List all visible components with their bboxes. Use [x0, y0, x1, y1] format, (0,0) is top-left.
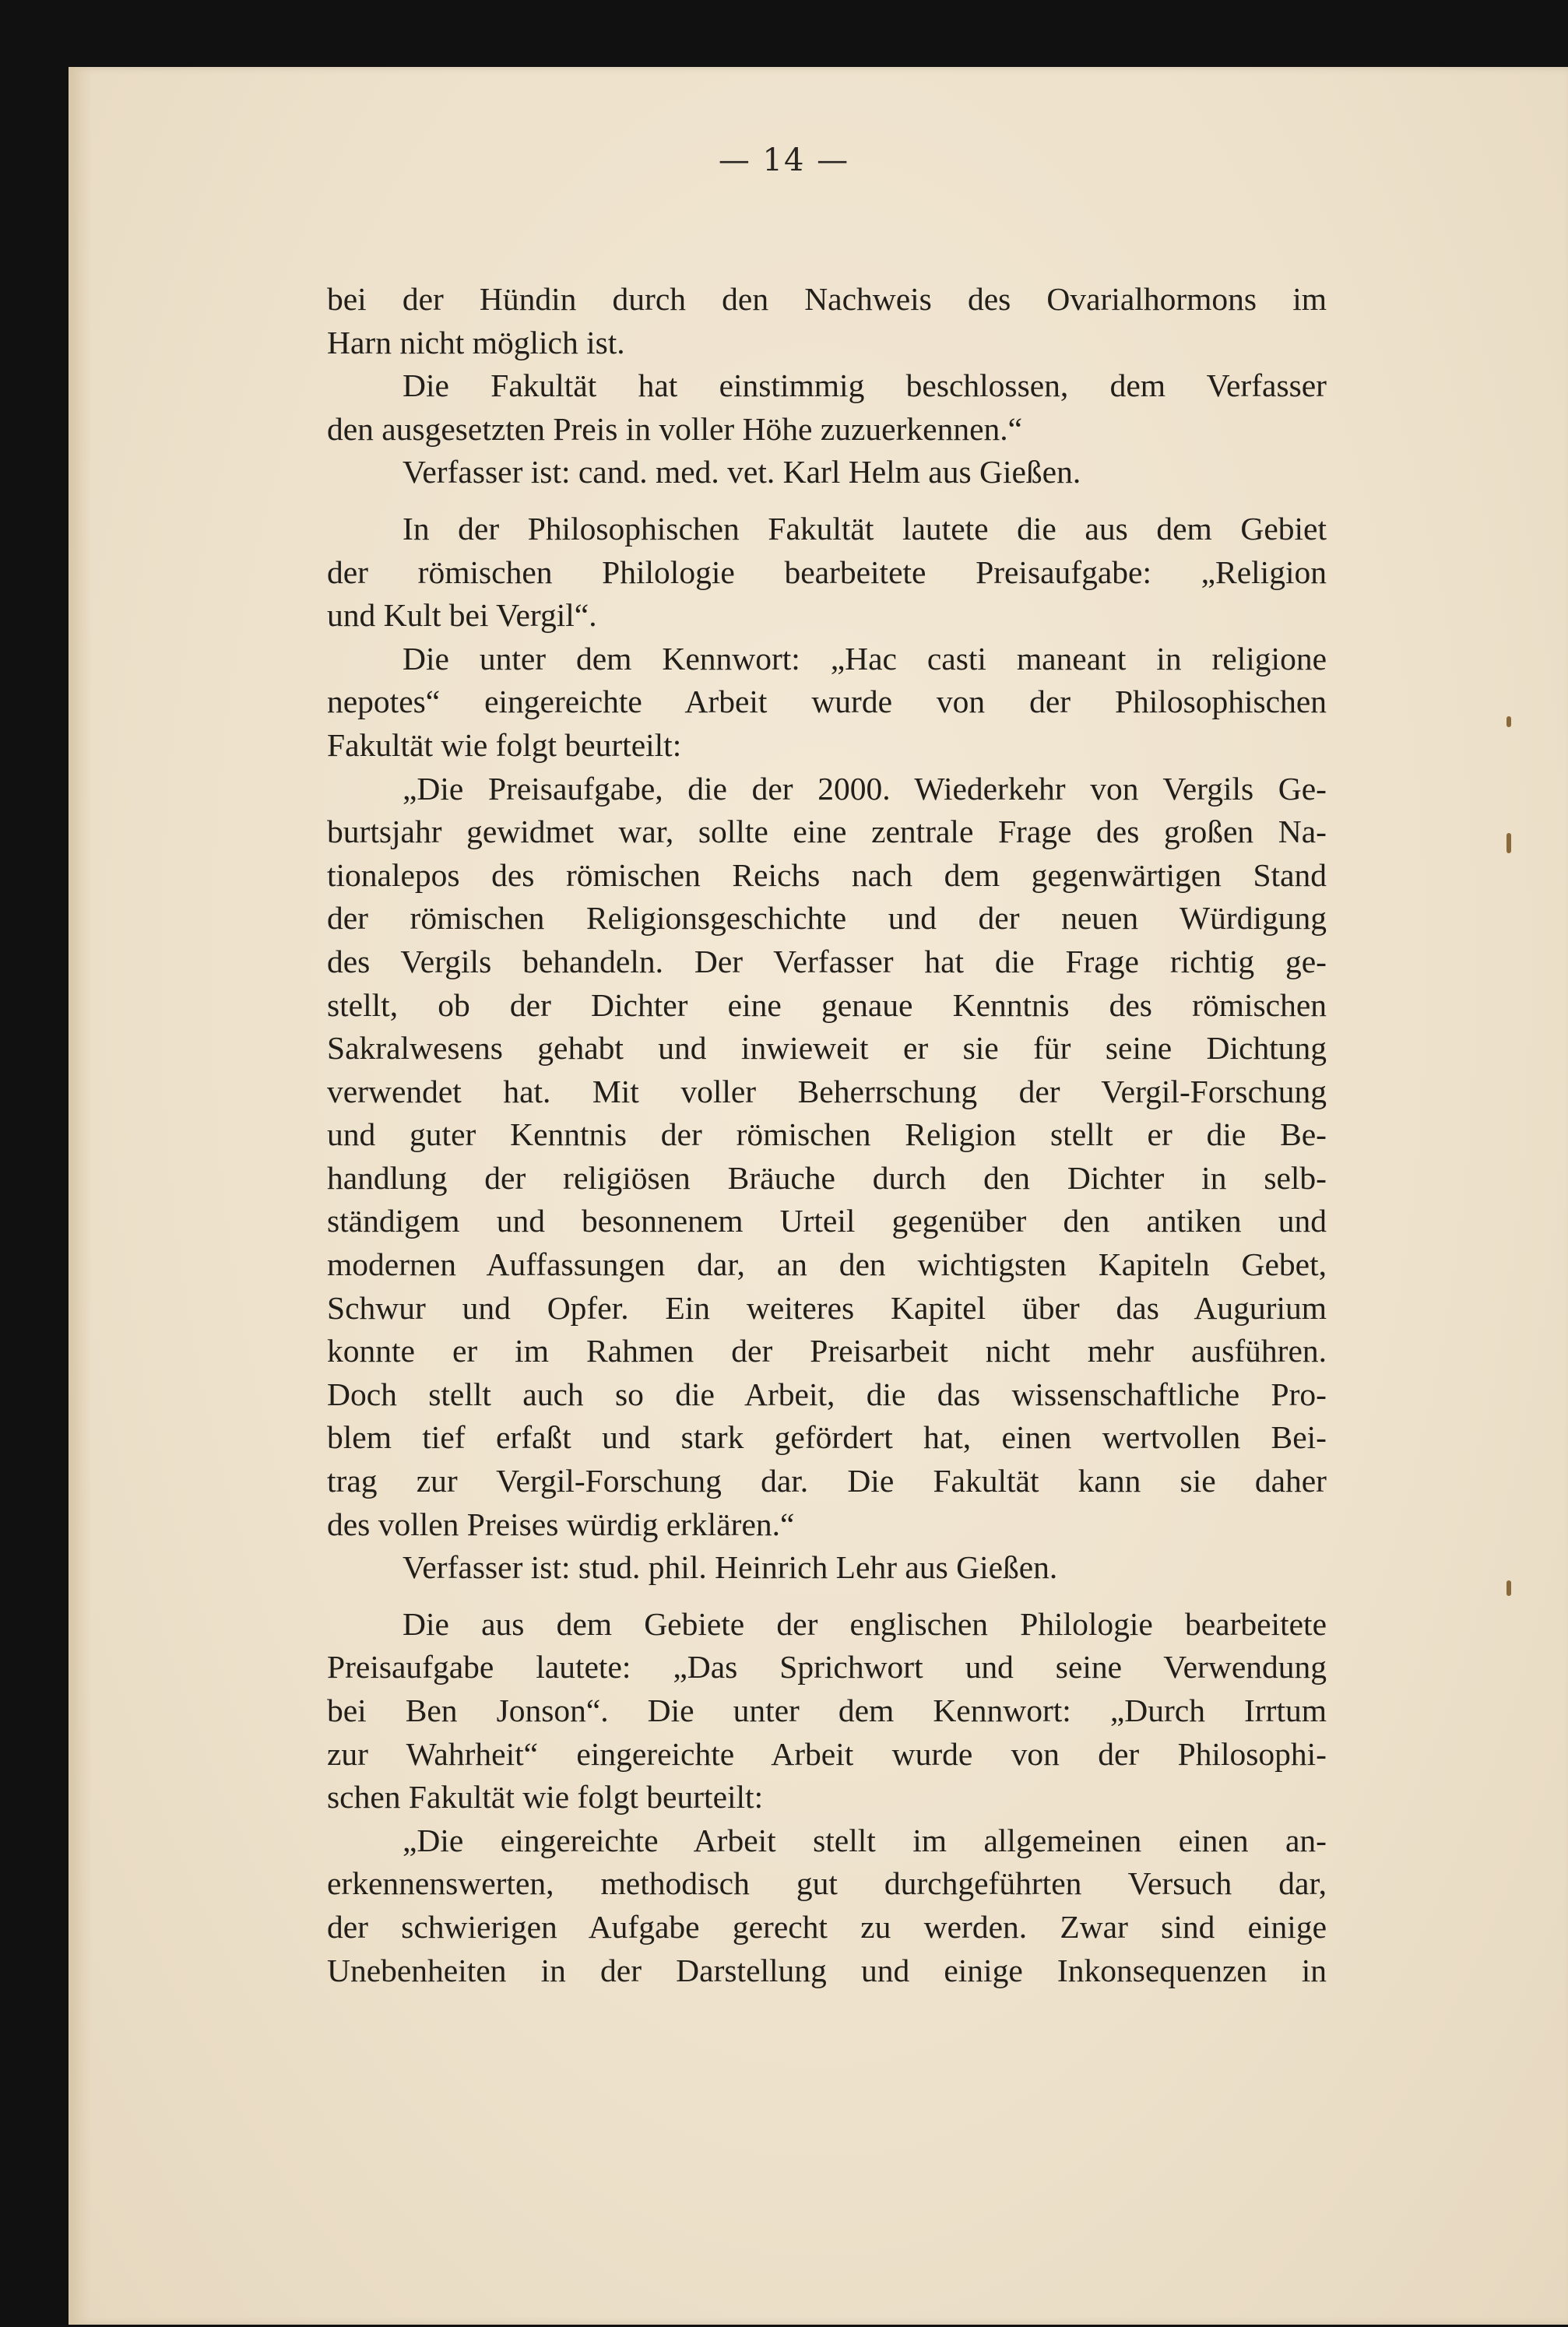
margin-mark [1506, 833, 1511, 853]
margin-mark [1506, 716, 1511, 727]
text-line: zur Wahrheit“ eingereichte Arbeit wurde von der Philosophi- [327, 1735, 1327, 1772]
text-line: Harn nicht möglich ist. [327, 324, 625, 360]
margin-marks [1506, 701, 1522, 1635]
text-line: Unebenheiten in der Darstellung und einige Inkonsequenzen in [327, 1952, 1327, 1988]
text-line: der römischen Religionsgeschichte und der neuen Würdigung [327, 900, 1327, 937]
text-line: schen Fakultät wie folgt beurteilt: [327, 1779, 764, 1816]
text-line: nepotes“ eingereichte Arbeit wurde von der Philosophischen [327, 684, 1327, 720]
text-line: Doch stellt auch so die Arbeit, die das wissenschaftliche Pro- [327, 1376, 1327, 1412]
text-line: der schwierigen Aufgabe gerecht zu werden. Zwar sind einige [327, 1908, 1327, 1945]
body-text [327, 278, 1327, 1992]
text-line: den ausgesetzten Preis in voller Höhe zuzuerkennen.“ [327, 410, 1023, 447]
text-line: ständigem und besonnenem Urteil gegenüber den antiken und [327, 1203, 1327, 1239]
text-line: erkennenswerten, methodisch gut durchgeführten Versuch dar, [327, 1865, 1327, 1902]
text-line: und guter Kenntnis der römischen Religion stellt er die Be- [327, 1116, 1327, 1153]
text-line: trag zur Vergil-Forschung dar. Die Fakultät kann sie daher [327, 1463, 1327, 1499]
text-line: burtsjahr gewidmet war, sollte eine zentrale Frage des großen Na- [327, 814, 1327, 850]
text-line: tionalepos des römischen Reichs nach dem gegenwärtigen Stand [327, 856, 1327, 893]
text-line: handlung der religiösen Bräuche durch den Dichter in selb- [327, 1159, 1327, 1196]
text-line: Fakultät wie folgt beurteilt: [327, 726, 682, 763]
text-line: Verfasser ist: stud. phil. Heinrich Lehr aus Gießen. [403, 1549, 1058, 1586]
text-line: konnte er im Rahmen der Preisarbeit nicht mehr ausführen. [327, 1333, 1327, 1369]
text-line: Die aus dem Gebiete der englischen Philologie bearbeitete [403, 1605, 1327, 1642]
text-line: verwendet hat. Mit voller Beherrschung der Vergil-Forschung [327, 1073, 1327, 1109]
text-line: stellt, ob der Dichter eine genaue Kenntnis des römischen [327, 986, 1327, 1023]
paragraph-gap [327, 1590, 1327, 1603]
text-line: In der Philosophischen Fakultät lautete die aus dem Gebiet [403, 510, 1327, 547]
text-line: Preisaufgabe lautete: „Das Sprichwort und seine Verwendung [327, 1649, 1327, 1685]
text-line: bei der Hündin durch den Nachweis des Ovarialhormons im [327, 281, 1327, 317]
text-line: „Die eingereichte Arbeit stellt im allgemeinen einen an- [403, 1822, 1327, 1858]
text-line: Schwur und Opfer. Ein weiteres Kapitel über das Augurium [327, 1289, 1327, 1326]
text-line: und Kult bei Vergil“. [327, 597, 597, 634]
text-line: bei Ben Jonson“. Die unter dem Kennwort: „Durch Irrtum [327, 1693, 1327, 1728]
text-line: des Vergils behandeln. Der Verfasser hat die Frage richtig ge- [327, 943, 1327, 979]
text-line: der römischen Philologie bearbeitete Preisaufgabe: „Religion [327, 554, 1327, 590]
margin-mark [1506, 1580, 1511, 1596]
text-line: „Die Preisaufgabe, die der 2000. Wiederkehr von Vergils Ge- [403, 770, 1327, 807]
text-line: Sakralwesens gehabt und inwieweit er sie für seine Dichtung [327, 1030, 1327, 1067]
page-binding-edge [69, 67, 92, 2325]
text-line: des vollen Preises würdig erklären.“ [327, 1506, 795, 1542]
text-line: Die unter dem Kennwort: „Hac casti maneant in religione [403, 640, 1327, 677]
text-line: Die Fakultät hat einstimmig beschlossen, dem Verfasser [403, 367, 1327, 404]
text-line: blem tief erfaßt und stark gefördert hat, einen wertvollen Bei- [327, 1419, 1327, 1456]
text-line: Verfasser ist: cand. med. vet. Karl Helm aus Gießen. [403, 454, 1081, 490]
text-line: modernen Auffassungen dar, an den wichtigsten Kapiteln Gebet, [327, 1246, 1327, 1283]
page-number: — 14 — [718, 142, 850, 178]
paragraph-gap [327, 494, 1327, 508]
